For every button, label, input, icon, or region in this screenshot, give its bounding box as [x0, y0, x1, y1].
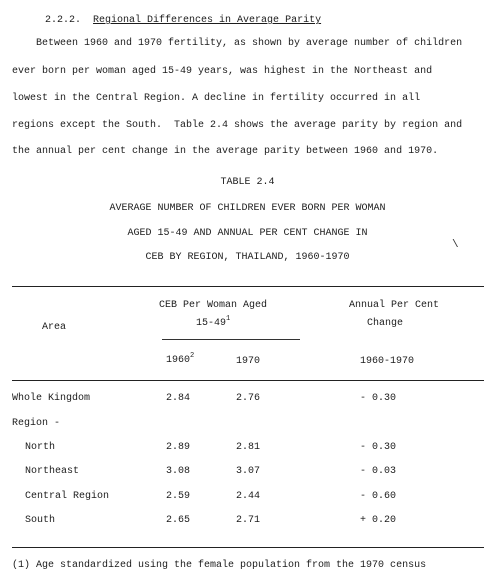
year-1960-text: 1960 — [166, 355, 191, 366]
row-area: Region - — [12, 418, 61, 429]
change-header: Annual Per Cent — [349, 300, 440, 311]
ceb-header-ages — [196, 315, 231, 329]
period-header: 1960-1970 — [360, 356, 415, 367]
paragraph-line: the annual per cent change in the average parity between 1960 and 1970. — [12, 146, 439, 157]
year-1960-header — [166, 352, 195, 366]
footnote-ref-1: 1 — [226, 315, 231, 323]
section-heading — [45, 15, 321, 26]
footnote-ref-2: 2 — [190, 352, 195, 360]
row-change: - 0.03 — [360, 466, 397, 477]
paragraph-line: Between 1960 and 1970 fertility, as shown by average number of children — [12, 38, 463, 49]
ceb-header: CEB Per Woman Aged — [159, 300, 268, 311]
row-value-1970: 3.07 — [236, 466, 261, 477]
row-change: - 0.30 — [360, 442, 397, 453]
paragraph-line: lowest in the Central Region. A decline in fertility occurred in all — [12, 93, 421, 104]
row-value-1960: 3.08 — [166, 466, 191, 477]
table-label: TABLE 2.4 — [220, 177, 275, 188]
table-top-rule — [12, 286, 484, 287]
row-value-1970: 2.44 — [236, 491, 261, 502]
paragraph-line: ever born per woman aged 15-49 years, was highest in the Northeast and — [12, 66, 433, 77]
row-area: Central Region — [25, 491, 110, 502]
table-title-line: AGED 15-49 AND ANNUAL PER CENT CHANGE IN — [127, 228, 368, 239]
table-title-line: CEB BY REGION, THAILAND, 1960-1970 — [145, 252, 350, 263]
footnote-1: (1) Age standardized using the female population from the 1970 census — [12, 560, 427, 571]
row-value-1960: 2.59 — [166, 491, 191, 502]
ceb-header-rule — [162, 339, 300, 340]
row-value-1960: 2.65 — [166, 515, 191, 526]
paragraph-line: regions except the South. Table 2.4 shows the average parity by region and — [12, 120, 463, 131]
stray-pen-mark: \ — [452, 239, 459, 251]
row-value-1970: 2.81 — [236, 442, 261, 453]
row-value-1970: 2.76 — [236, 393, 261, 404]
row-area: Whole Kingdom — [12, 393, 91, 404]
section-number: 2.2.2. — [45, 15, 82, 26]
row-value-1960: 2.84 — [166, 393, 191, 404]
row-value-1970: 2.71 — [236, 515, 261, 526]
section-title: Regional Differences in Average Parity — [93, 15, 322, 26]
change-header-line2: Change — [367, 318, 404, 329]
row-change: - 0.60 — [360, 491, 397, 502]
row-area: South — [25, 515, 56, 526]
ceb-header-ages-text: 15-49 — [196, 318, 227, 329]
row-change: + 0.20 — [360, 515, 397, 526]
row-change: - 0.30 — [360, 393, 397, 404]
area-header: Area — [42, 322, 67, 333]
row-value-1960: 2.89 — [166, 442, 191, 453]
year-1970-header: 1970 — [236, 356, 261, 367]
row-area: North — [25, 442, 56, 453]
table-title-line: AVERAGE NUMBER OF CHILDREN EVER BORN PER WOMAN — [109, 203, 386, 214]
row-area: Northeast — [25, 466, 80, 477]
table-bottom-rule — [12, 547, 484, 548]
table-header-rule — [12, 380, 484, 381]
